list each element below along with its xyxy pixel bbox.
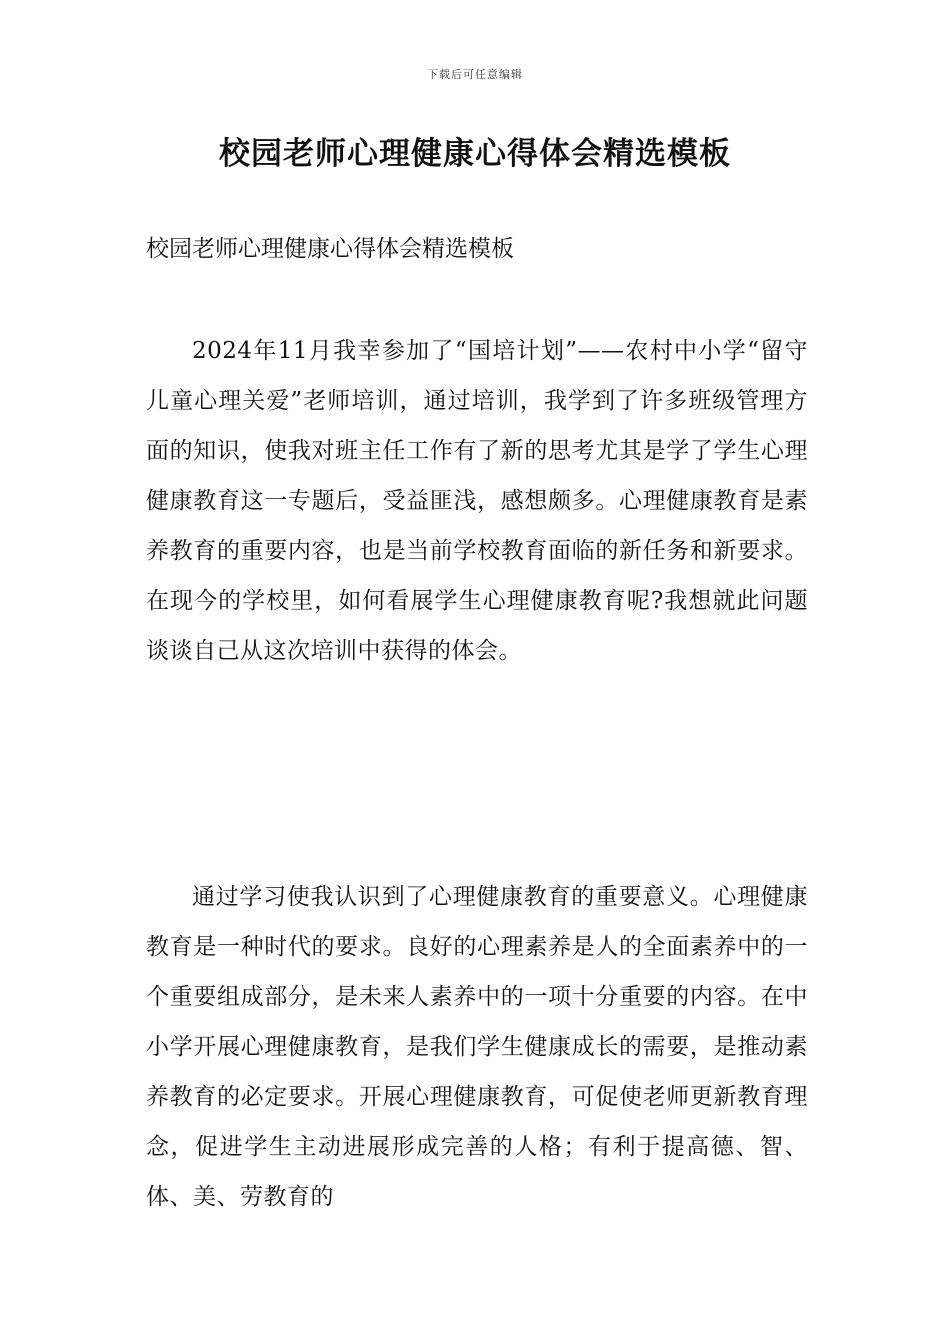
header-note: 下载后可任意编辑 [427, 68, 523, 81]
body-paragraph-1: 2024年11月我幸参加了“国培计划”——农村中小学“留守儿童心理关爱”老师培训，通过培训，我学到了许多班级管理方面的知识，使我对班主任工作有了新的思考尤其是学了学生心理健康教育这一专题后，受益匪浅，感想颇多。心理健康教育是素养教育的重要内容，也是当前学校教育面临的新任务和新要求。在现今的学校里，如何看展学生心理健康教育呢?我想就此问题谈谈自己从这次培训中获得的体会。 [146, 338, 808, 664]
document-title: 校园老师心理健康心得体会精选模板 [219, 136, 731, 172]
body-paragraph-2: 通过学习使我认识到了心理健康教育的重要意义。心理健康教育是一种时代的要求。良好的心理素养是人的全面素养中的一个重要组成部分，是未来人素养中的一项十分重要的内容。在中小学开展心理健康教育，是我们学生健康成长的需要，是推动素养教育的必定要求。开展心理健康教育，可促使老师更新教育理念，促进学生主动进展形成完善的人格；有利于提高德、智、体、美、劳教育的 [146, 884, 808, 1210]
document-subtitle: 校园老师心理健康心得体会精选模板 [146, 236, 514, 262]
